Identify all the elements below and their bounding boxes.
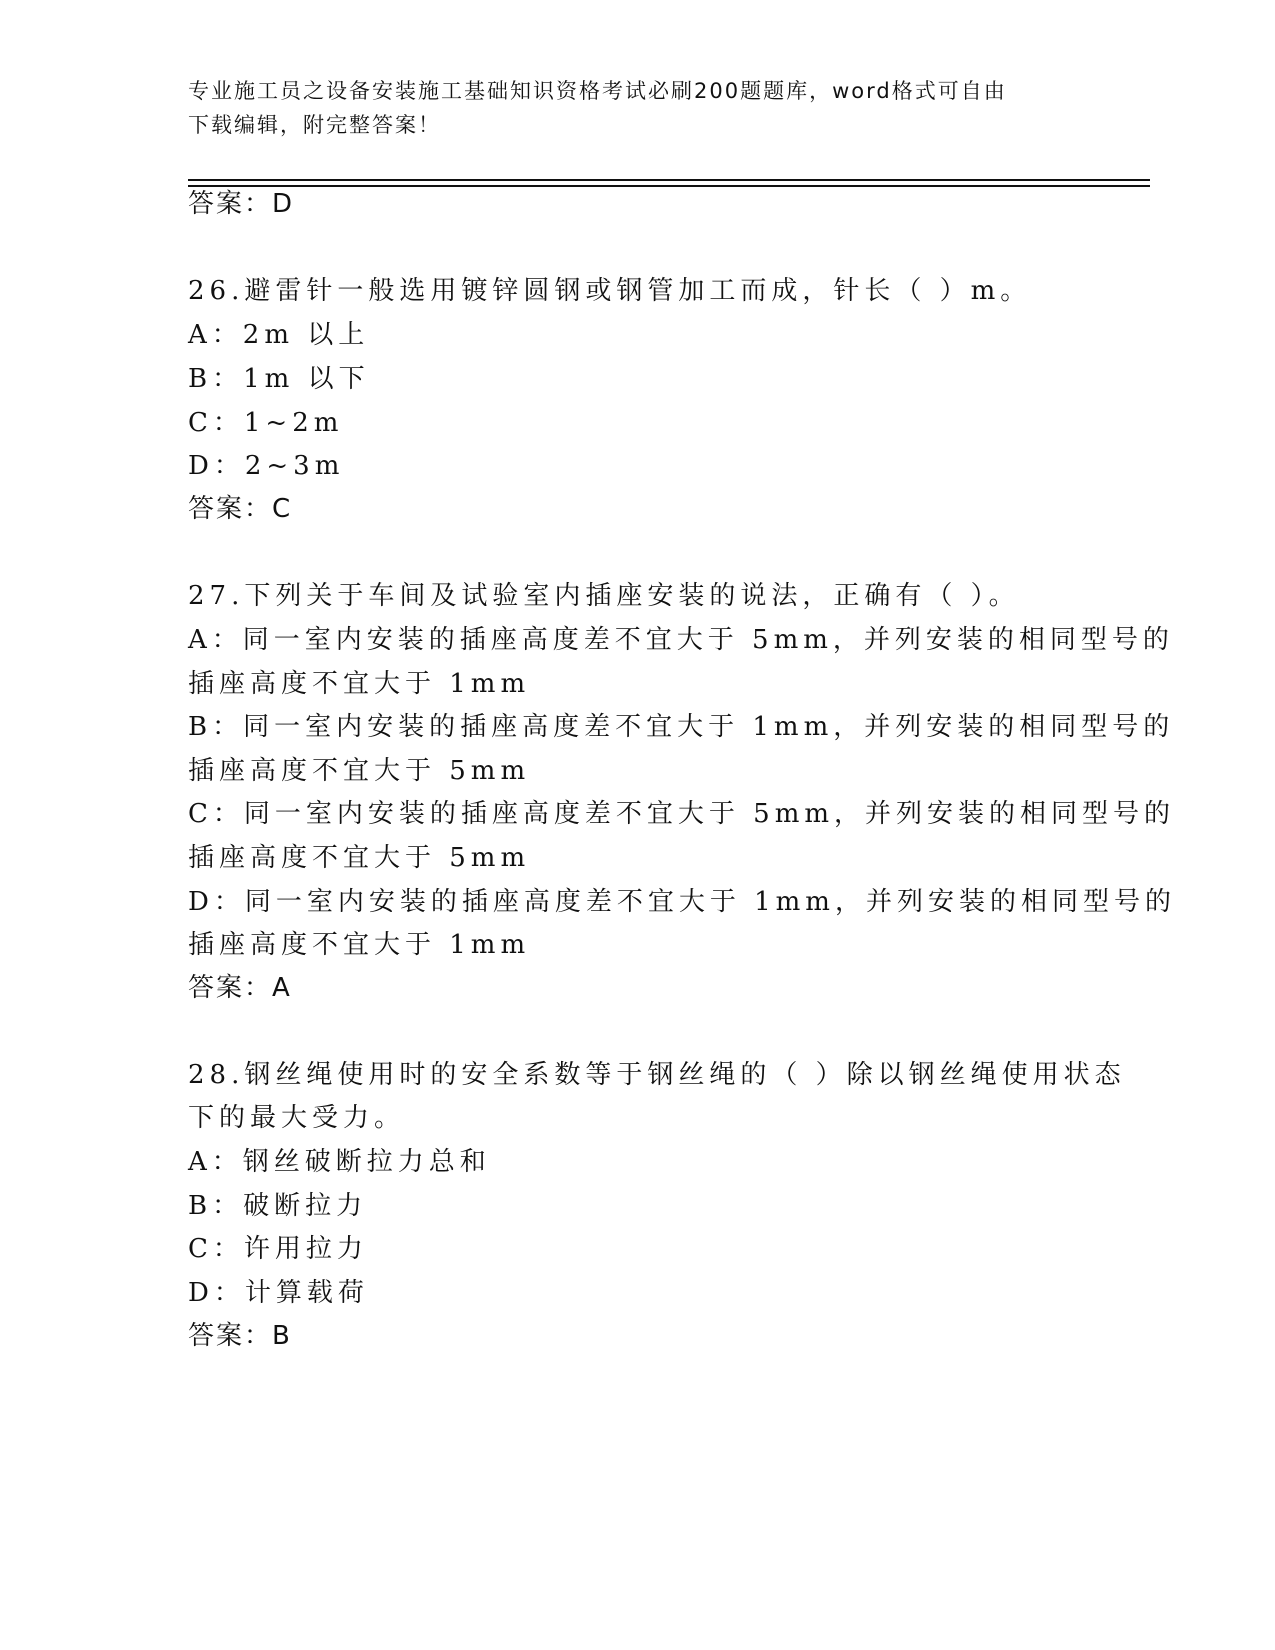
question-27-option-d-line-1: D：同一室内安装的插座高度差不宜大于 1mm，并列安装的相同型号的 <box>188 887 1176 917</box>
header-line-1: 专业施工员之设备安装施工基础知识资格考试必刷200题题库，word格式可自由 <box>188 79 1007 103</box>
question-28-answer <box>188 1320 292 1352</box>
question-26-stem: 26.避雷针一般选用镀锌圆钢或钢管加工而成，针长（ ）m。 <box>188 276 1032 306</box>
question-28-option-c: C：许用拉力 <box>188 1234 368 1264</box>
question-27-option-a-line-1: A：同一室内安装的插座高度差不宜大于 5mm，并列安装的相同型号的 <box>188 625 1174 655</box>
header-line-2: 下载编辑，附完整答案！ <box>188 113 441 137</box>
question-26-option-d: D：2~3m <box>188 451 345 481</box>
answer-value: D <box>272 189 295 219</box>
question-27-option-a-line-2: 插座高度不宜大于 1mm <box>188 669 531 699</box>
question-28-stem-line-2: 下的最大受力。 <box>188 1103 406 1133</box>
document-header <box>188 74 1068 142</box>
question-28-option-d: D：计算载荷 <box>188 1278 369 1308</box>
answer-label: 答案： <box>188 973 273 1003</box>
question-27-option-b-line-1: B：同一室内安装的插座高度差不宜大于 1mm，并列安装的相同型号的 <box>188 712 1175 742</box>
question-27-option-b-line-2: 插座高度不宜大于 5mm <box>188 756 531 786</box>
question-27-option-d-line-2: 插座高度不宜大于 1mm <box>188 930 531 960</box>
question-26-option-b: B：1m 以下 <box>188 364 370 394</box>
previous-answer <box>188 188 294 220</box>
question-26-answer <box>188 493 292 525</box>
header-divider-top <box>188 179 1150 181</box>
header-divider-bottom <box>188 185 1150 187</box>
answer-label: 答案： <box>188 189 273 219</box>
question-27-answer <box>188 972 292 1004</box>
question-26-option-a: A：2m 以上 <box>188 320 370 350</box>
question-27-option-c-line-2: 插座高度不宜大于 5mm <box>188 843 531 873</box>
answer-value: A <box>272 973 292 1003</box>
question-26-option-c: C：1~2m <box>188 408 344 438</box>
answer-label: 答案： <box>188 494 273 524</box>
question-28-option-a: A：钢丝破断拉力总和 <box>188 1147 491 1177</box>
question-27-option-c-line-1: C：同一室内安装的插座高度差不宜大于 5mm，并列安装的相同型号的 <box>188 799 1176 829</box>
answer-label: 答案： <box>188 1321 273 1351</box>
question-27-stem: 27.下列关于车间及试验室内插座安装的说法，正确有（ ）。 <box>188 581 1020 611</box>
question-28-stem-line-1: 28.钢丝绳使用时的安全系数等于钢丝绳的（ ）除以钢丝绳使用状态 <box>188 1060 1126 1090</box>
answer-value: B <box>272 1321 292 1351</box>
answer-value: C <box>272 494 293 524</box>
question-28-option-b: B：破断拉力 <box>188 1191 368 1221</box>
